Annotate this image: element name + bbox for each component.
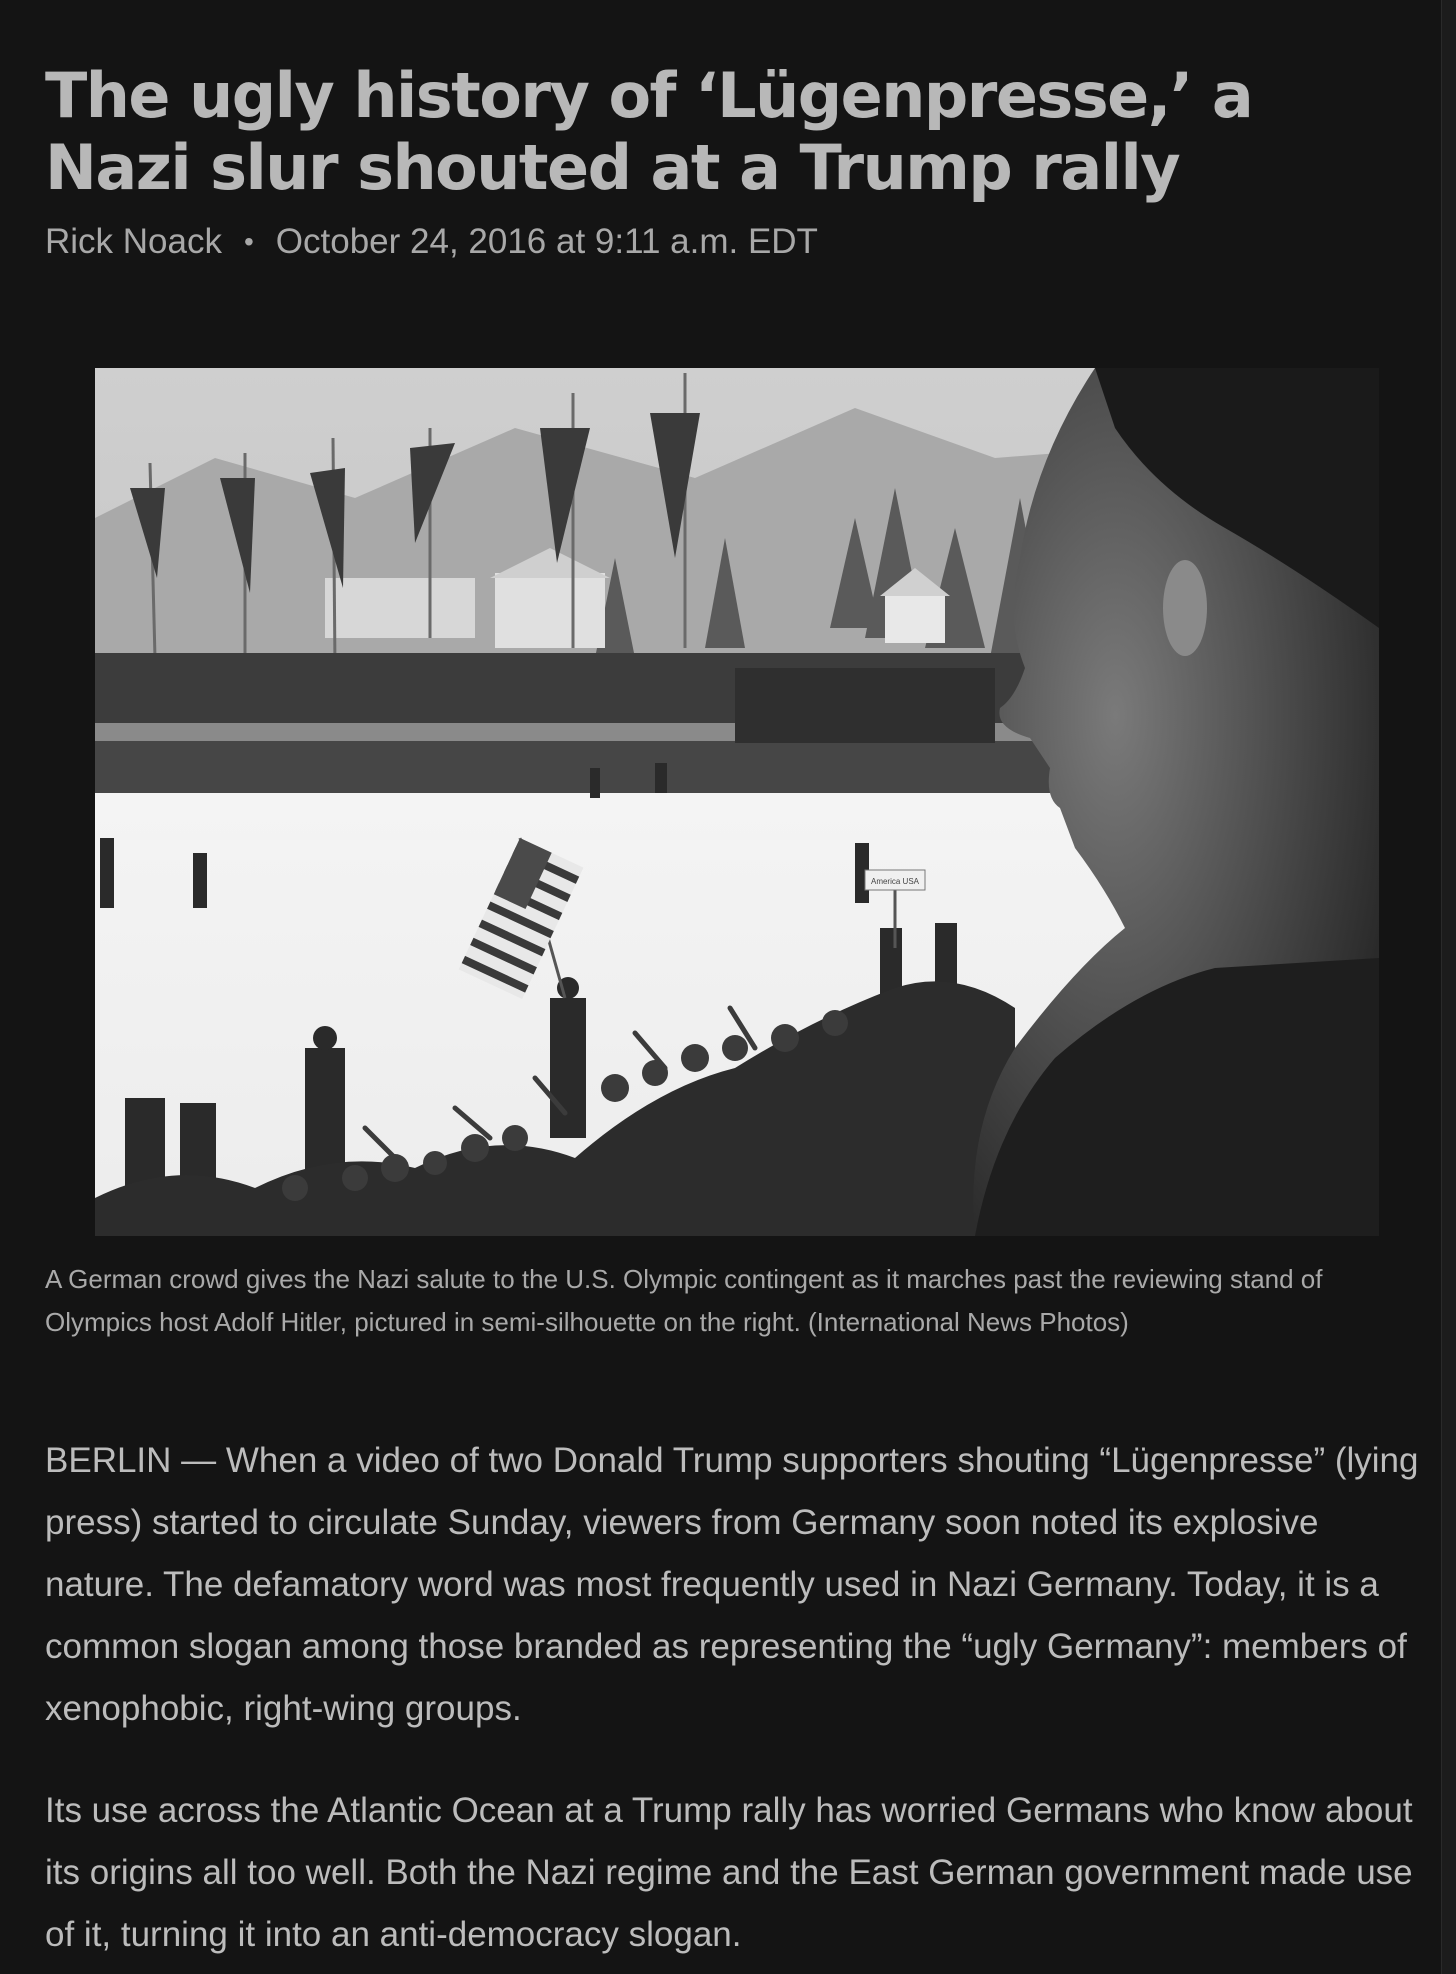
byline-separator: • <box>243 225 254 257</box>
article-header <box>45 60 1420 262</box>
body-paragraph-1: BERLIN — When a video of two Donald Trump supporters shouting “Lügenpresse” (lying press) started to circulate Sunday, viewers from Germany soon noted its explosive nature. The defamatory word was most frequently used in Nazi Germany. Today, it is a common slogan among those branded as representing the “ugly Germany”: members of xenophobic, right-wing groups. <box>45 1441 1419 1728</box>
article-photo[interactable] <box>95 368 1379 1236</box>
headline-line-2: Nazi slur shouted at a Trump rally <box>45 130 1180 204</box>
byline <box>45 222 1420 262</box>
scrollbar-track[interactable] <box>1441 0 1456 1974</box>
team-sign-text: America USA <box>870 877 920 886</box>
headline-line-1: The ugly history of ‘Lügenpresse,’ a <box>45 59 1253 132</box>
author-name[interactable]: Rick Noack <box>45 221 222 261</box>
publish-date: October 24, 2016 at 9:11 a.m. EDT <box>275 221 818 261</box>
photo-caption: A German crowd gives the Nazi salute to the U.S. Olympic contingent as it marches past the reviewing stand of Olympics host Adolf Hitler, pictured in semi-silhouette on the right. (International News Photos) <box>45 1264 1323 1337</box>
photo-illustration <box>95 368 1379 1236</box>
article-headline <box>45 60 1420 204</box>
body-paragraph-2: Its use across the Atlantic Ocean at a Trump rally has worried Germans who know about its origins all too well. Both the Nazi regime and the East German government made use of it, turning it into an anti-democracy slogan. <box>45 1791 1413 1954</box>
